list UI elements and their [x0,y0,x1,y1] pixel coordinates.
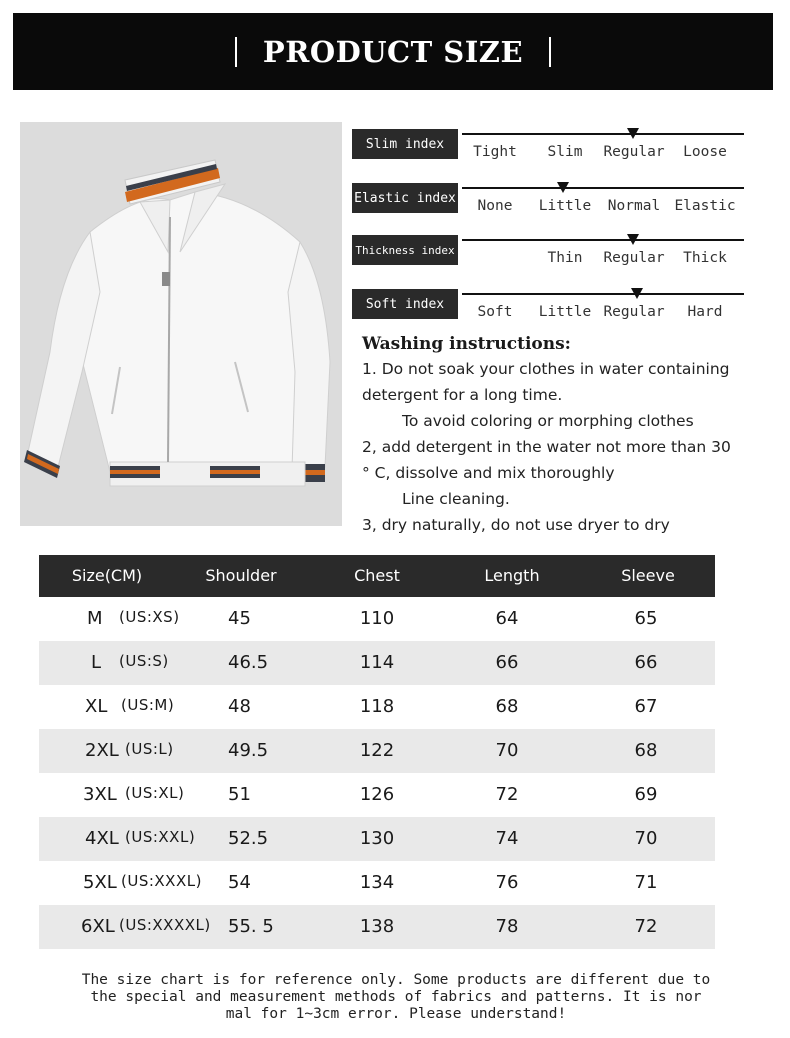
chest-cell: 134 [359,872,395,893]
size-cell: 5XL [83,872,117,893]
table-row [39,905,715,949]
disclaimer-line: the special and measurement methods of fabrics and patterns. It is nor [90,989,702,1005]
us-size-cell: (US:XXXL) [121,872,202,890]
washing-line: Line cleaning. [402,490,510,508]
chest-cell: 114 [359,652,395,673]
washing-line: 3, dry naturally, do not use dryer to dry [362,516,670,534]
slim-index-option: Slim [547,144,583,160]
size-cell: 3XL [83,784,117,805]
washing-line: 2, add detergent in the water not more than 30 [362,438,731,456]
length-cell: 64 [495,608,519,629]
elastic-index-scale [352,179,752,219]
chest-cell: 130 [359,828,395,849]
banner-divider-left [235,37,237,67]
sleeve-cell: 68 [634,740,658,761]
soft-index-option: Hard [687,304,723,320]
sleeve-cell: 70 [634,828,658,849]
sleeve-cell: 72 [634,916,658,937]
elastic-index-option: Elastic [674,198,736,214]
soft-index-line [462,293,744,295]
soft-index-label: Soft index [352,289,458,319]
slim-index-option: Regular [603,144,665,160]
size-table-header [39,555,715,597]
shoulder-cell: 48 [228,696,251,717]
soft-index-option: Soft [477,304,513,320]
shoulder-cell: 51 [228,784,251,805]
washing-line: 1. Do not soak your clothes in water containing [362,360,730,378]
table-row [39,861,715,905]
header-sleeve: Sleeve [621,566,675,585]
sleeve-cell: 71 [634,872,658,893]
table-row [39,729,715,773]
slim-index-label: Slim index [352,129,458,159]
size-cell: M [87,608,103,629]
washing-heading: Washing instructions: [362,334,571,354]
length-cell: 68 [495,696,519,717]
length-cell: 70 [495,740,519,761]
washing-instructions [362,334,772,538]
washing-line: To avoid coloring or morphing clothes [402,412,694,430]
length-cell: 76 [495,872,519,893]
shoulder-cell: 52.5 [228,828,269,849]
elastic-index-line [462,187,744,189]
us-size-cell: (US:L) [125,740,174,758]
table-row [39,685,715,729]
thickness-index-option: Thin [547,250,583,266]
us-size-cell: (US:XXL) [125,828,196,846]
slim-index-option: Loose [683,144,727,160]
thickness-index-line [462,239,744,241]
thickness-index-scale [352,231,752,271]
jacket-photo [20,122,342,526]
us-size-cell: (US:XS) [119,608,180,626]
shoulder-cell: 55. 5 [228,916,274,937]
banner-title: PRODUCT SIZE [262,34,524,69]
slim-index-line [462,133,744,135]
soft-index-marker-icon [631,288,643,299]
us-size-cell: (US:S) [119,652,169,670]
elastic-index-marker-icon [557,182,569,193]
soft-index-scale [352,285,752,325]
washing-line: ° C, dissolve and mix thoroughly [362,464,615,482]
header-shoulder: Shoulder [205,566,277,585]
length-cell: 72 [495,784,519,805]
chest-cell: 126 [359,784,395,805]
sleeve-cell: 66 [634,652,658,673]
white-bomber-jacket-image [20,122,342,526]
soft-index-option: Regular [603,304,665,320]
us-size-cell: (US:XXXXL) [119,916,211,934]
slim-index-option: Tight [473,144,517,160]
us-size-cell: (US:M) [121,696,175,714]
sleeve-cell: 65 [634,608,658,629]
chest-cell: 138 [359,916,395,937]
length-cell: 66 [495,652,519,673]
table-row [39,641,715,685]
shoulder-cell: 54 [228,872,251,893]
size-cell: 6XL [81,916,115,937]
thickness-index-option: Regular [603,250,665,266]
size-cell: 4XL [85,828,119,849]
size-chart-table [39,555,715,949]
banner-divider-right [549,37,551,67]
size-disclaimer [18,972,774,1023]
shoulder-cell: 45 [228,608,251,629]
chest-cell: 122 [359,740,395,761]
disclaimer-line: mal for 1~3cm error. Please understand! [225,1006,567,1022]
sleeve-cell: 69 [634,784,658,805]
disclaimer-line: The size chart is for reference only. Some products are different due to [81,972,711,988]
length-cell: 78 [495,916,519,937]
shoulder-cell: 49.5 [228,740,269,761]
chest-cell: 118 [359,696,395,717]
chest-cell: 110 [359,608,395,629]
sleeve-cell: 67 [634,696,658,717]
elastic-index-option: Normal [607,198,661,214]
elastic-index-option: Little [538,198,592,214]
header-size: Size(CM) [71,566,143,585]
header-length: Length [484,566,540,585]
thickness-index-option: Thick [683,250,727,266]
table-row [39,773,715,817]
soft-index-option: Little [538,304,592,320]
slim-index-marker-icon [627,128,639,139]
table-row [39,817,715,861]
slim-index-scale [352,125,752,165]
header-chest: Chest [354,566,400,585]
size-cell: XL [85,696,108,717]
shoulder-cell: 46.5 [228,652,269,673]
elastic-index-label: Elastic index [352,183,458,213]
table-row [39,597,715,641]
size-cell: 2XL [85,740,119,761]
thickness-index-marker-icon [627,234,639,245]
elastic-index-option: None [477,198,513,214]
thickness-index-label: Thickness index [352,235,458,265]
length-cell: 74 [495,828,519,849]
size-cell: L [91,652,102,673]
product-size-banner [13,13,773,90]
washing-line: detergent for a long time. [362,386,563,404]
us-size-cell: (US:XL) [125,784,185,802]
